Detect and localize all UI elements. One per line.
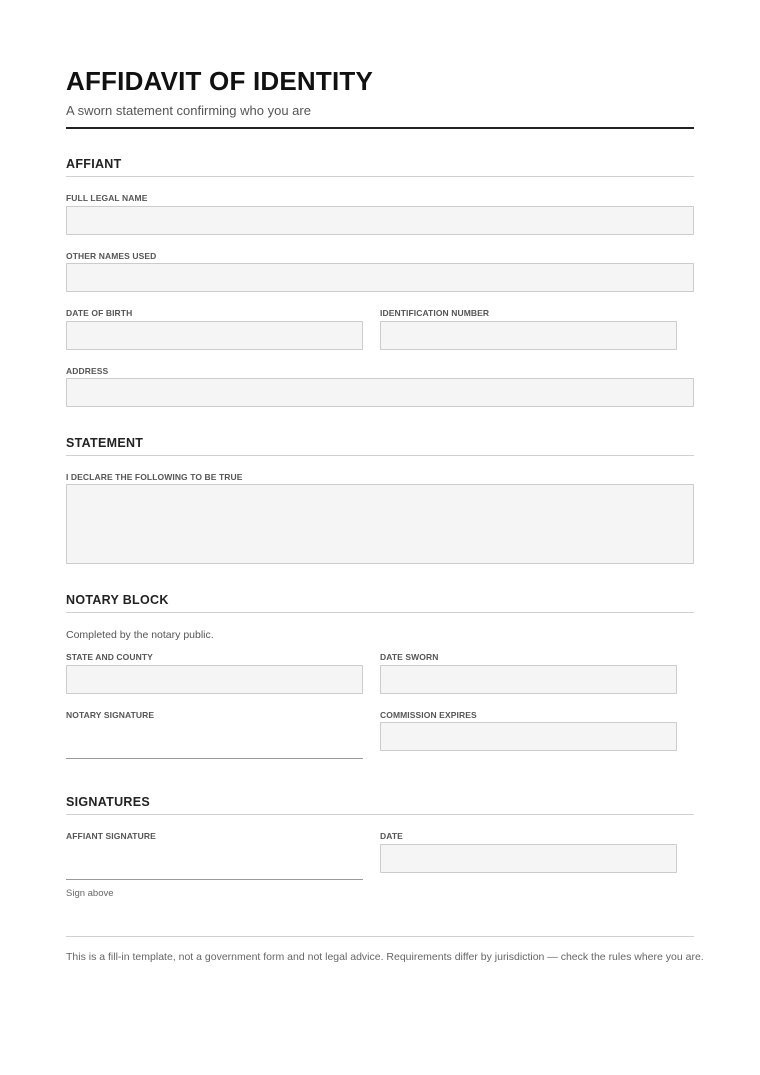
address-field[interactable]: [66, 378, 694, 407]
sign-above-hint: Sign above: [66, 888, 114, 899]
date-sworn-label: DATE SWORN: [380, 652, 439, 662]
section-title-statement: STATEMENT: [66, 436, 144, 450]
notary-signature-line[interactable]: [66, 758, 363, 759]
affiant-signature-label: AFFIANT SIGNATURE: [66, 831, 156, 841]
notary-note: Completed by the notary public.: [66, 629, 214, 641]
affiant-signature-line[interactable]: [66, 879, 363, 880]
header-divider: [66, 127, 694, 129]
identification-number-label: IDENTIFICATION NUMBER: [380, 308, 490, 318]
section-divider: [66, 814, 694, 815]
date-of-birth-label: DATE OF BIRTH: [66, 308, 133, 318]
declaration-textarea[interactable]: [66, 484, 694, 564]
date-of-birth-field[interactable]: [66, 321, 363, 350]
document-subtitle: A sworn statement confirming who you are: [66, 103, 311, 118]
other-names-field[interactable]: [66, 263, 694, 292]
full-legal-name-field[interactable]: [66, 206, 694, 235]
address-label: ADDRESS: [66, 366, 109, 376]
state-and-county-field[interactable]: [66, 665, 363, 694]
section-divider: [66, 455, 694, 456]
full-legal-name-label: FULL LEGAL NAME: [66, 193, 148, 203]
identification-number-field[interactable]: [380, 321, 677, 350]
section-divider: [66, 612, 694, 613]
date-sworn-field[interactable]: [380, 665, 677, 694]
section-divider: [66, 176, 694, 177]
signature-date-field[interactable]: [380, 844, 677, 873]
footer-divider: [66, 936, 694, 937]
document-title: AFFIDAVIT OF IDENTITY: [66, 66, 374, 96]
declaration-label: I DECLARE THE FOLLOWING TO BE TRUE: [66, 472, 243, 482]
other-names-label: OTHER NAMES USED: [66, 251, 157, 261]
section-title-notary-block: NOTARY BLOCK: [66, 593, 169, 607]
state-and-county-label: STATE AND COUNTY: [66, 652, 153, 662]
notary-signature-label: NOTARY SIGNATURE: [66, 710, 155, 720]
commission-expires-field[interactable]: [380, 722, 677, 751]
commission-expires-label: COMMISSION EXPIRES: [380, 710, 477, 720]
signature-date-label: DATE: [380, 831, 403, 841]
section-title-affiant: AFFIANT: [66, 157, 122, 171]
footer-disclaimer: This is a fill-in template, not a government form and not legal advice. Requirements differ by jurisdiction — check the rules where you are.: [66, 951, 704, 963]
section-title-signatures: SIGNATURES: [66, 795, 151, 809]
